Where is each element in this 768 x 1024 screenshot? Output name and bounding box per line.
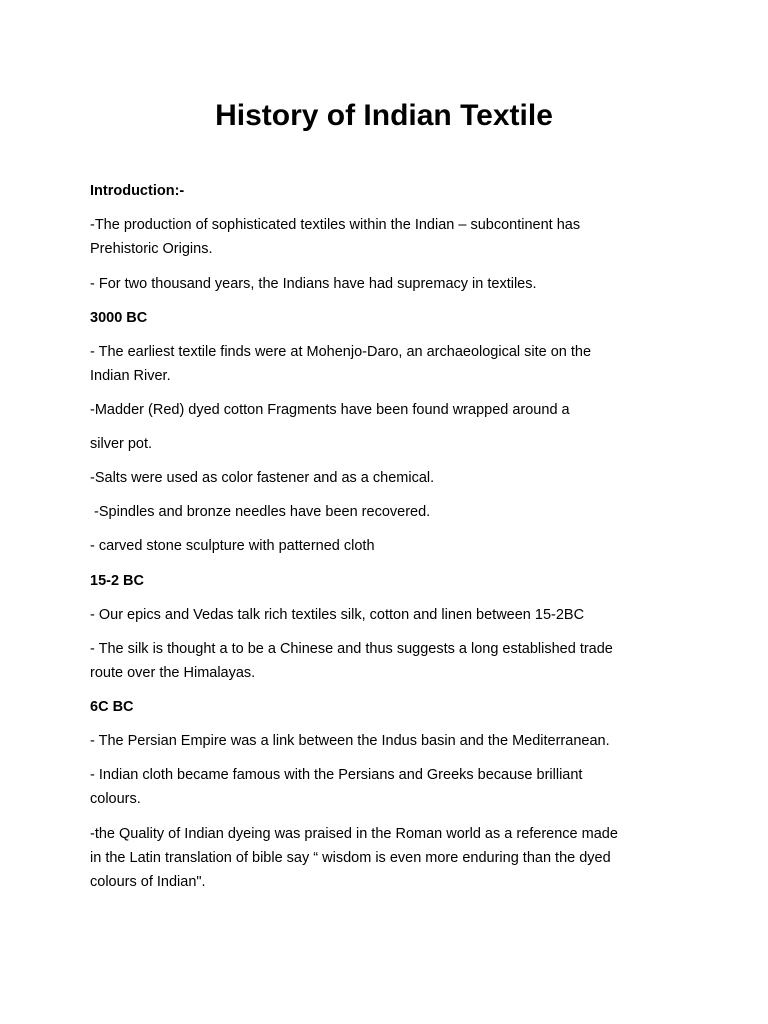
section-heading-3000bc: 3000 BC	[90, 310, 148, 326]
introduction-paragraph-line: Prehistoric Origins.	[90, 241, 213, 257]
section-6cbc-paragraph-line: - Indian cloth became famous with the Persians and Greeks because brilliant	[90, 767, 583, 783]
section-heading-15-2bc: 15-2 BC	[90, 573, 144, 589]
section-3000bc-paragraph: - carved stone sculpture with patterned cloth	[90, 538, 375, 554]
section-15-2bc-paragraph-line: - The silk is thought a to be a Chinese and thus suggests a long established trade	[90, 641, 613, 657]
section-6cbc-paragraph: - The Persian Empire was a link between the Indus basin and the Mediterranean.	[90, 733, 610, 749]
section-6cbc-paragraph-line: colours of Indian".	[90, 874, 206, 890]
section-6cbc-paragraph-line: in the Latin translation of bible say “ wisdom is even more enduring than the dyed	[90, 850, 611, 866]
section-3000bc-paragraph-line: - The earliest textile finds were at Mohenjo-Daro, an archaeological site on the	[90, 344, 592, 360]
section-3000bc-paragraph-line: Indian River.	[90, 368, 171, 384]
introduction-paragraph: - For two thousand years, the Indians have had supremacy in textiles.	[90, 276, 537, 292]
section-6cbc-paragraph-line: -the Quality of Indian dyeing was praised in the Roman world as a reference made	[90, 826, 618, 842]
section-3000bc-paragraph-line: silver pot.	[90, 436, 153, 452]
section-15-2bc-paragraph-line: route over the Himalayas.	[90, 665, 256, 681]
section-3000bc-paragraph: -Spindles and bronze needles have been recovered.	[90, 504, 431, 520]
section-15-2bc-paragraph: - Our epics and Vedas talk rich textiles silk, cotton and linen between 15-2BC	[90, 607, 585, 623]
section-3000bc-paragraph-line: -Madder (Red) dyed cotton Fragments have been found wrapped around a	[90, 402, 570, 418]
section-6cbc-paragraph-line: colours.	[90, 791, 141, 807]
document-title: History of Indian Textile	[215, 99, 553, 132]
introduction-paragraph-line: -The production of sophisticated textiles within the Indian – subcontinent has	[90, 217, 581, 233]
section-3000bc-paragraph: -Salts were used as color fastener and as a chemical.	[90, 470, 435, 486]
introduction-heading: Introduction:-	[90, 183, 185, 199]
section-heading-6cbc: 6C BC	[90, 699, 134, 715]
